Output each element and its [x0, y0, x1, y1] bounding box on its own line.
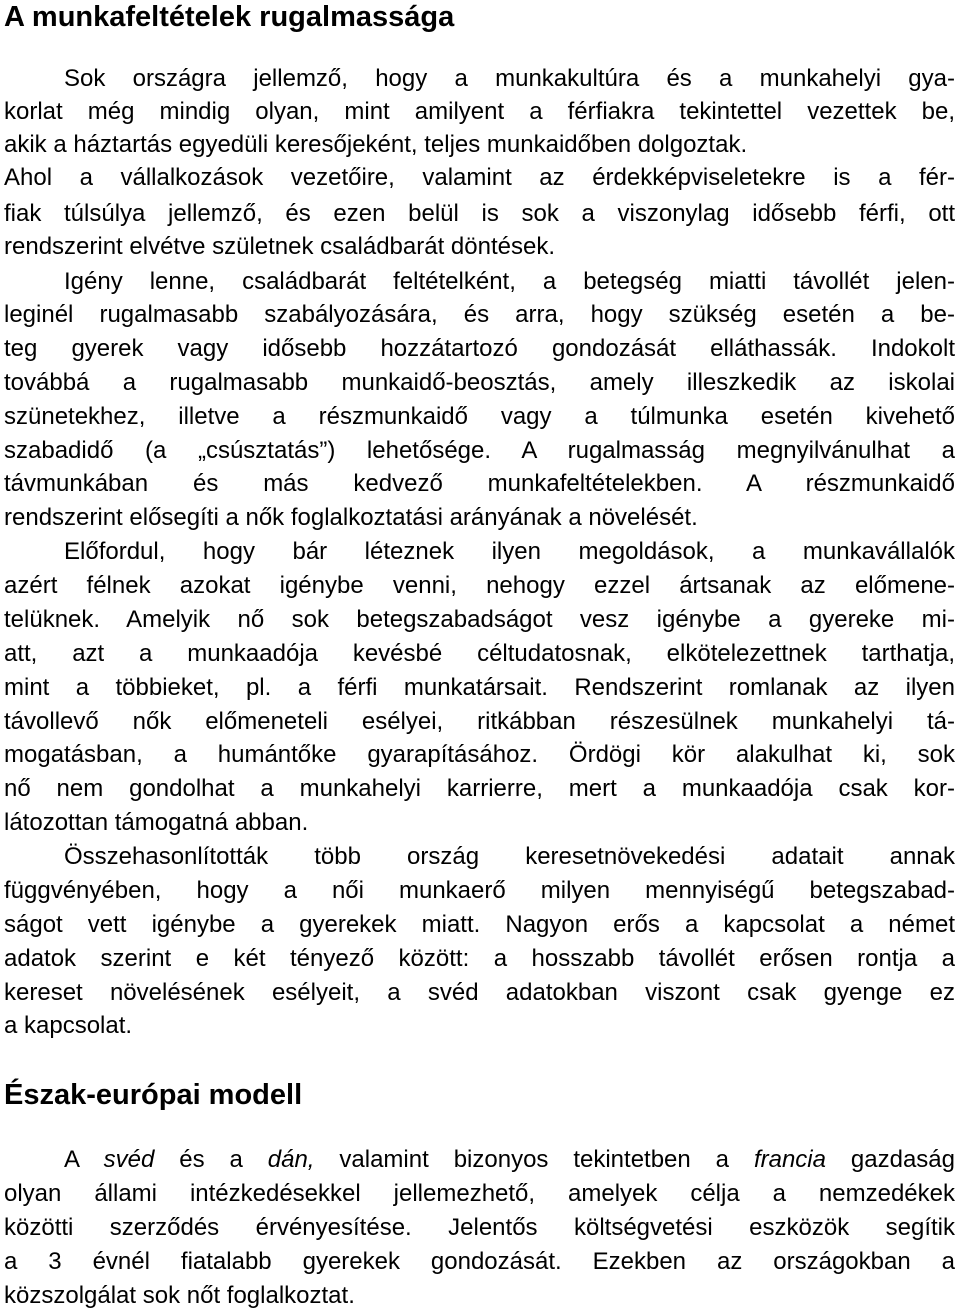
- text-line: távmunkában és más kedvező munkafeltételekben. A részmunkaidő: [4, 470, 955, 497]
- text-line: továbbá a rugalmasabb munkaidő-beosztás, amely illeszkedik az iskolai: [4, 369, 955, 396]
- text-line: mogatásban, a humántőke gyarapításához. Ördögi kör alakulhat ki, sok: [4, 741, 955, 768]
- text-line: a kapcsolat.: [4, 1012, 133, 1039]
- text-line: rendszerint elvétve születnek családbarát döntések.: [4, 233, 555, 260]
- text-line: távollevő nők előmeneteli esélyei, ritkábban részesülnek munkahelyi tá-: [4, 708, 955, 735]
- text-line: olyan állami intézkedésekkel jellemezhető, amelyek célja a nemzedékek: [4, 1180, 955, 1207]
- text-line: kereset növelésének esélyeit, a svéd adatokban viszont csak gyenge ez: [4, 979, 955, 1006]
- text-line: adatok szerint e két tényező között: a hosszabb távollét erősen rontja a: [4, 945, 955, 972]
- text-line: nő nem gondolhat a munkahelyi karrierre, mert a munkaadója csak kor-: [4, 775, 955, 802]
- text-line: látozottan támogatná abban.: [4, 809, 309, 836]
- text-fragment: gazdaság: [825, 1146, 955, 1173]
- text-line: Sok országra jellemző, hogy a munkakultúra és a munkahelyi gya-: [64, 65, 955, 92]
- text-line: szabadidő (a „csúsztatás”) lehetősége. A rugalmasság megnyilvánulhat a: [4, 437, 955, 464]
- text-line: mint a többieket, pl. a férfi munkatársait. Rendszerint romlanak az ilyen: [4, 674, 955, 701]
- text-fragment: valamint bizonyos tekintetben a: [314, 1146, 754, 1173]
- section-title-nordic-model: Észak-európai modell: [4, 1079, 303, 1111]
- text-line: Igény lenne, családbarát feltételként, a betegség miatti távollét jelen-: [64, 268, 955, 295]
- emphasis-swedish: svéd: [103, 1146, 155, 1173]
- text-line: függvényében, hogy a női munkaerő milyen mennyiségű betegszabad-: [4, 877, 955, 904]
- text-line: akik a háztartás egyedüli keresőjeként, teljes munkaidőben dolgoztak.: [4, 131, 748, 158]
- text-line: szünetekhez, illetve a részmunkaidő vagy a túlmunka esetén kivehető: [4, 403, 955, 430]
- text-line: Összehasonlították több ország keresetnövekedési adatait annak: [64, 843, 955, 870]
- text-line: ságot vett igénybe a gyerekek miatt. Nagyon erős a kapcsolat a német: [4, 911, 955, 938]
- emphasis-danish: dán,: [267, 1146, 315, 1173]
- text-line: Ahol a vállalkozások vezetőire, valamint az érdekképviseletekre is a fér-: [4, 164, 955, 191]
- text-fragment: A: [64, 1146, 104, 1173]
- text-line: leginél rugalmasabb szabályozására, és arra, hogy szükség esetén a be-: [4, 301, 955, 328]
- text-line: telüknek. Amelyik nő sok betegszabadságot vesz igénybe a gyereke mi-: [4, 606, 955, 633]
- text-fragment: és a: [154, 1146, 268, 1173]
- text-line: korlat még mindig olyan, mint amilyent a férfiakra tekintettel vezettek be,: [4, 98, 955, 125]
- text-line: rendszerint elősegíti a nők foglalkoztatási arányának a növelését.: [4, 504, 698, 531]
- text-line: att, azt a munkaadója kevésbé céltudatosnak, elkötelezettnek tarthatja,: [4, 640, 955, 667]
- text-line: azért félnek azokat igénybe venni, nehogy ezzel ártsanak az előmene-: [4, 572, 955, 599]
- text-line: Előfordul, hogy bár léteznek ilyen megoldások, a munkavállalók: [64, 538, 955, 565]
- text-line-first: [64, 1143, 955, 1176]
- section-title-flexibility: A munkafeltételek rugalmassága: [4, 1, 455, 33]
- emphasis-french: francia: [753, 1146, 826, 1173]
- text-line: a 3 évnél fiatalabb gyerekek gondozását. Ezekben az országokban a: [4, 1248, 955, 1275]
- text-line: fiak túlsúlya jellemző, és ezen belül is sok a viszonylag idősebb férfi, ott: [4, 200, 955, 227]
- text-line: teg gyerek vagy idősebb hozzátartozó gondozását elláthassák. Indokolt: [4, 335, 955, 362]
- text-line: közötti szerződés érvényesítése. Jelentős költségvetési eszközök segítik: [4, 1214, 955, 1241]
- text-line: közszolgálat sok nőt foglalkoztat.: [4, 1282, 355, 1309]
